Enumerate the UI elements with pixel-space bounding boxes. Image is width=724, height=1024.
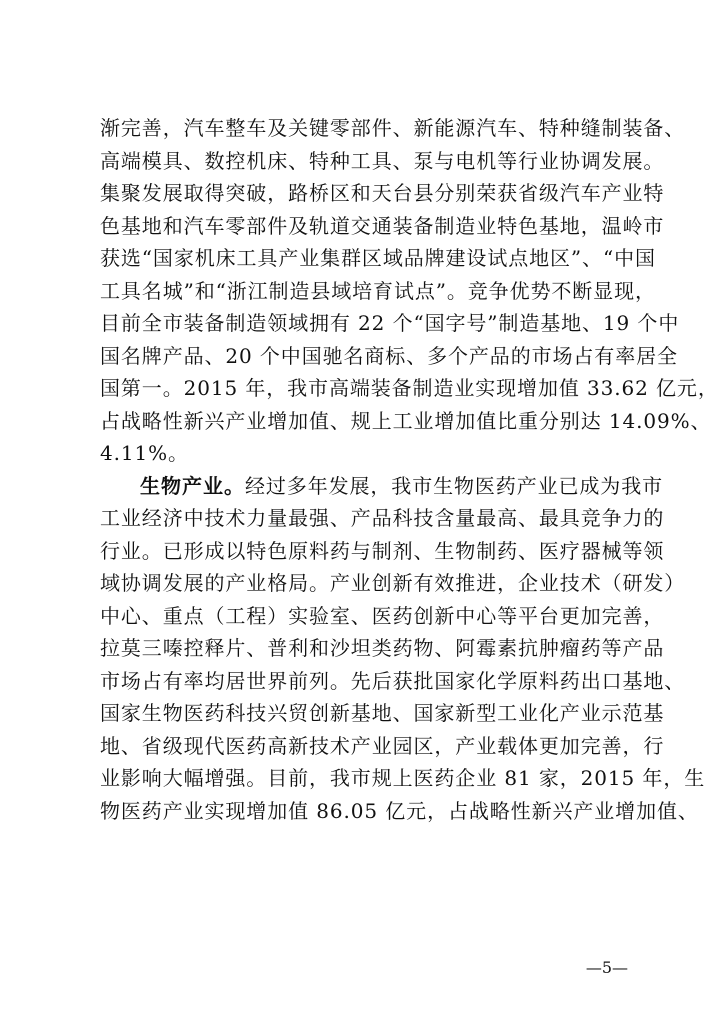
text-line: 色基地和汽车零部件及轨道交通装备制造业特色基地，温岭市	[100, 213, 665, 238]
text-line: 国家生物医药科技兴贸创新基地、国家新型工业化产业示范基	[100, 701, 665, 725]
text-line: 4.11%。	[100, 441, 189, 465]
text-line: 国第一。2015 年，我市高端装备制造业实现增加值 33.62 亿元，	[100, 376, 719, 400]
text-line: 集聚发展取得突破，路桥区和天台县分别荣获省级汽车产业特	[100, 181, 665, 205]
body-text	[100, 112, 719, 827]
text-line: 获选“国家机床工具产业集群区域品牌建设试点地区”、“中国	[100, 246, 656, 270]
text-line: 渐完善，汽车整车及关键零部件、新能源汽车、特种缝制装备、	[100, 116, 686, 140]
text-run: 经过多年发展，我市生物医药产业已成为我市	[245, 473, 663, 498]
text-line: 业影响大幅增强。目前，我市规上医药企业 81 家，2015 年，生	[100, 766, 706, 790]
page-number: —5—	[585, 958, 628, 977]
paragraph-first-line	[100, 470, 663, 503]
text-line: 工具名城”和“浙江制造县域培育试点”。竞争优势不断显现，	[100, 278, 656, 303]
text-line: 市场占有率均居世界前列。先后获批国家化学原料药出口基地、	[100, 668, 686, 693]
text-line: 高端模具、数控机床、特种工具、泵与电机等行业协调发展。	[100, 148, 665, 173]
text-line: 域协调发展的产业格局。产业创新有效推进，企业技术（研发）	[100, 571, 686, 595]
text-line: 物医药产业实现增加值 86.05 亿元，占战略性新兴产业增加值、	[100, 798, 699, 823]
text-line: 占战略性新兴产业增加值、规上工业增加值比重分别达 14.09%、	[100, 408, 712, 433]
text-line: 行业。已形成以特色原料药与制剂、生物制药、医疗器械等领	[100, 538, 665, 563]
section-heading: 生物产业。	[140, 473, 245, 498]
text-line: 目前全市装备制造领域拥有 22 个“国字号”制造基地、19 个中	[100, 311, 680, 335]
text-line: 工业经济中技术力量最强、产品科技含量最高、最具竞争力的	[100, 506, 665, 530]
text-line: 国名牌产品、20 个中国驰名商标、多个产品的市场占有率居全	[100, 343, 678, 368]
text-line: 中心、重点（工程）实验室、医药创新中心等平台更加完善，	[100, 603, 665, 628]
text-line: 拉莫三嗪控释片、普利和沙坦类药物、阿霉素抗肿瘤药等产品	[100, 636, 665, 660]
text-line: 地、省级现代医药高新技术产业园区，产业载体更加完善，行	[100, 733, 665, 758]
